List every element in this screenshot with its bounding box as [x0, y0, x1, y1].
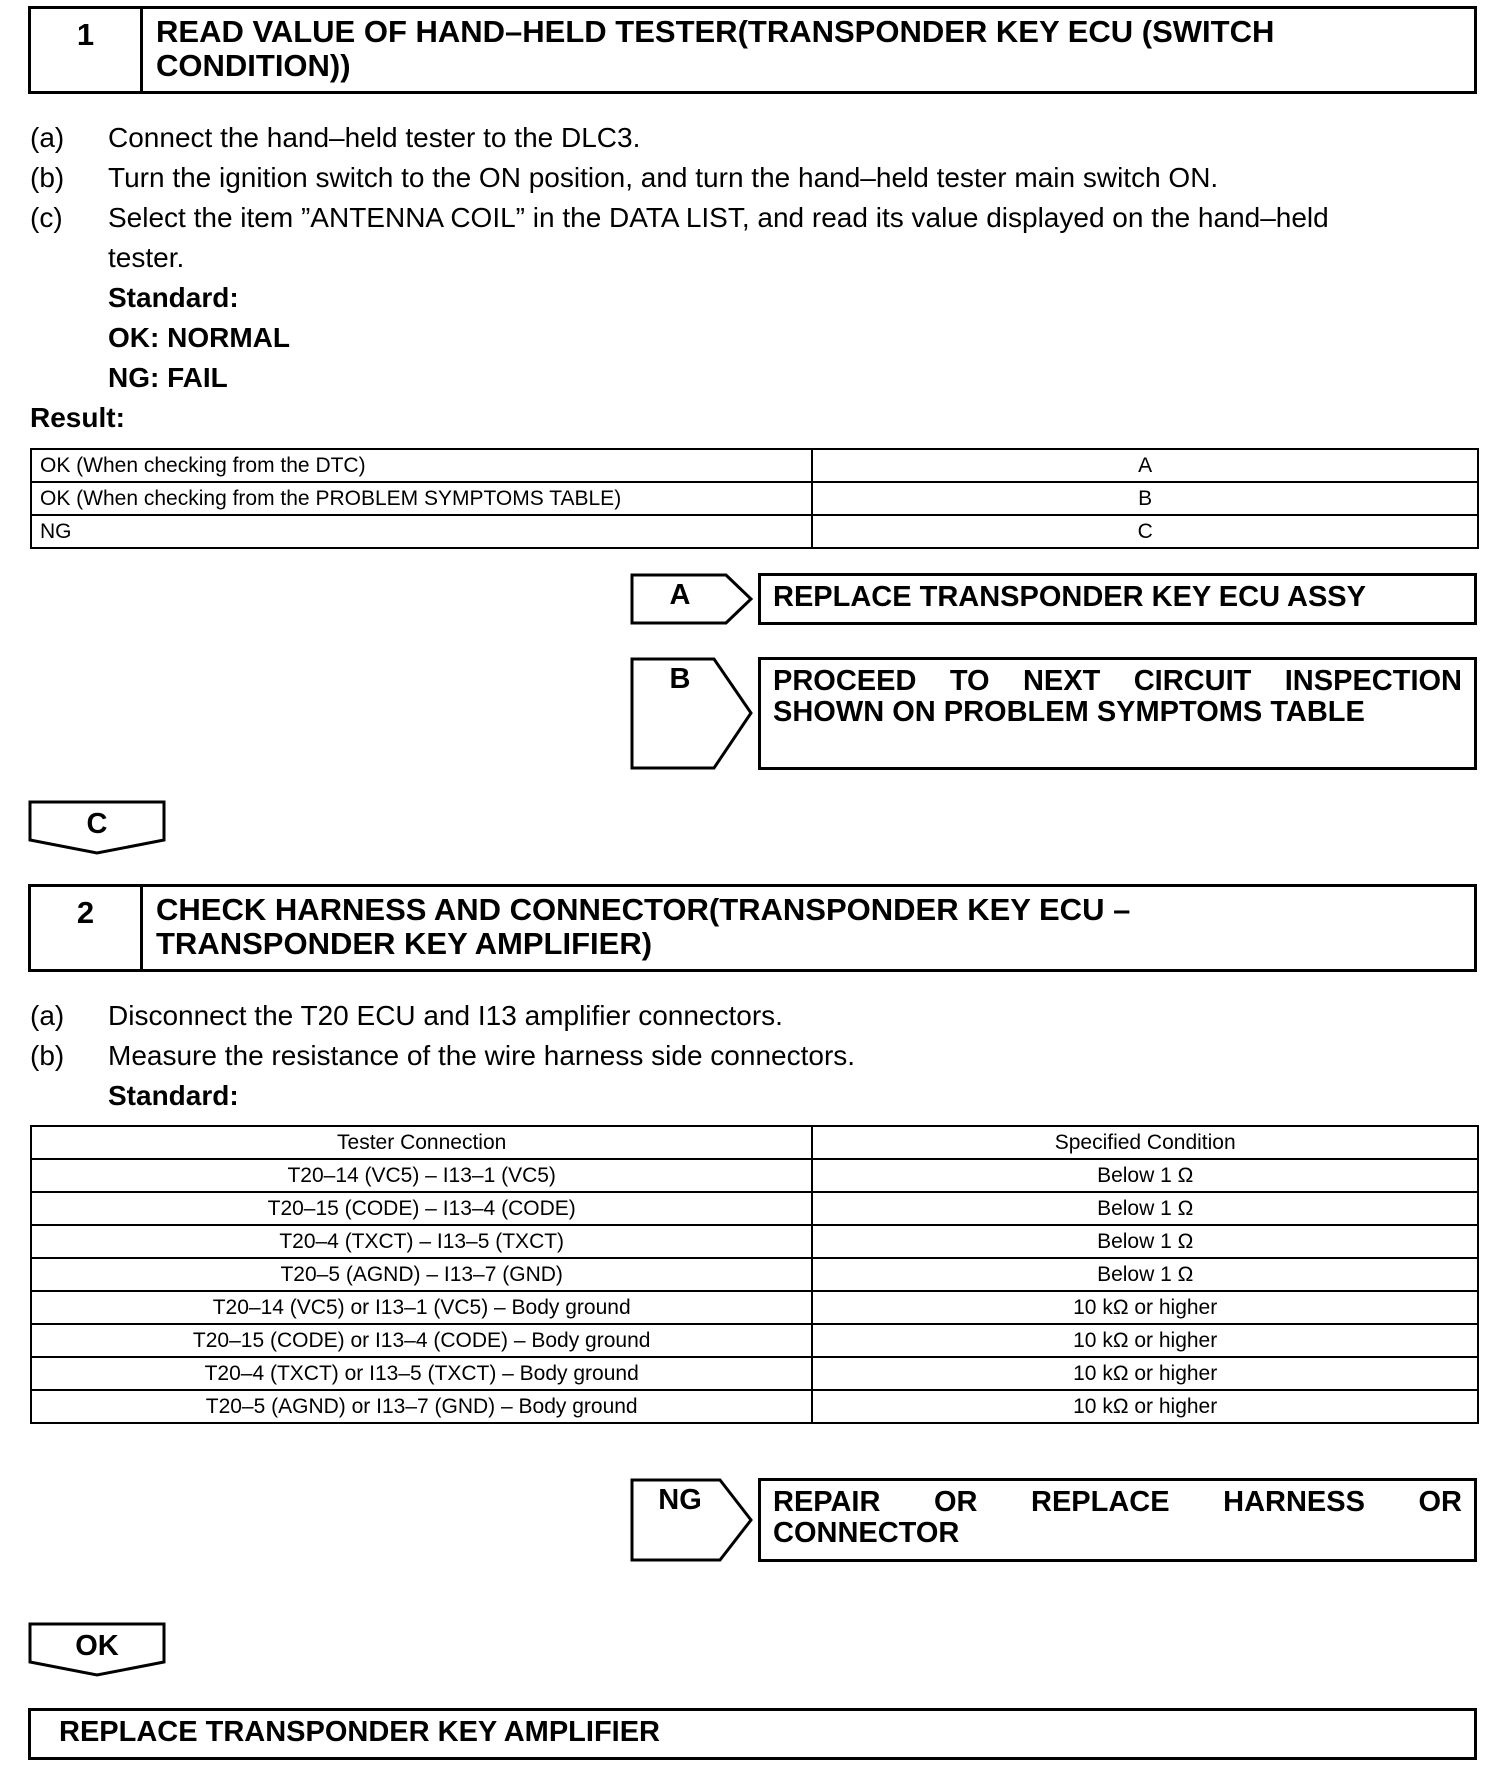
- table-row: [31, 1390, 1478, 1423]
- next-tag-ok: OK: [28, 1622, 168, 1678]
- step-2-standard-label: Standard:: [108, 1080, 239, 1111]
- tester-connection: T20–5 (AGND) or I13–7 (GND) – Body ground: [31, 1390, 812, 1423]
- step-1-instruction-a: (a) Connect the hand–held tester to the DLC3.: [30, 122, 641, 153]
- table-row: [31, 1192, 1478, 1225]
- tester-connection: T20–4 (TXCT) or I13–5 (TXCT) – Body ground: [31, 1357, 812, 1390]
- tester-connection: T20–15 (CODE) – I13–4 (CODE): [31, 1192, 812, 1225]
- result-code: C: [812, 515, 1478, 548]
- result-code: B: [812, 482, 1478, 515]
- table-row: [31, 482, 1478, 515]
- step-1-ok-line: OK: NORMAL: [108, 322, 290, 353]
- step-1-instruction-b: (b) Turn the ignition switch to the ON position, and turn the hand–held tester main switch ON.: [30, 162, 1219, 193]
- specified-condition: Below 1 Ω: [812, 1258, 1478, 1291]
- table-row: [31, 1225, 1478, 1258]
- result-condition: OK (When checking from the PROBLEM SYMPTOMS TABLE): [31, 482, 812, 515]
- table-row: [31, 1324, 1478, 1357]
- result-table: [30, 448, 1479, 549]
- result-condition: NG: [31, 515, 812, 548]
- specified-condition: Below 1 Ω: [812, 1225, 1478, 1258]
- step-1-number: 1: [31, 9, 143, 91]
- table-row: [31, 1159, 1478, 1192]
- table-row: [31, 1258, 1478, 1291]
- final-action: REPLACE TRANSPONDER KEY AMPLIFIER: [28, 1708, 1477, 1760]
- step-1-ng-line: NG: FAIL: [108, 362, 228, 393]
- outcome-a-tag: A: [630, 573, 755, 625]
- specified-condition: 10 kΩ or higher: [812, 1390, 1478, 1423]
- specified-condition: 10 kΩ or higher: [812, 1324, 1478, 1357]
- result-code: A: [812, 449, 1478, 482]
- result-label: Result:: [30, 402, 125, 433]
- step-1-header: [28, 6, 1477, 94]
- column-header: Tester Connection: [31, 1126, 812, 1159]
- table-row: [31, 1291, 1478, 1324]
- table-row: [31, 449, 1478, 482]
- step-2-instruction-a: (a) Disconnect the T20 ECU and I13 amplifier connectors.: [30, 1000, 783, 1031]
- outcome-ng-tag: NG: [630, 1478, 755, 1562]
- table-row: [31, 1357, 1478, 1390]
- step-2-title: CHECK HARNESS AND CONNECTOR(TRANSPONDER KEY ECU – TRANSPONDER KEY AMPLIFIER): [156, 892, 1131, 961]
- step-1-instruction-c: (c) Select the item ”ANTENNA COIL” in the DATA LIST, and read its value displayed on the hand–held tester.: [30, 202, 1329, 273]
- specified-condition: Below 1 Ω: [812, 1192, 1478, 1225]
- specified-condition: Below 1 Ω: [812, 1159, 1478, 1192]
- step-2-number: 2: [31, 887, 143, 969]
- tester-connection: T20–14 (VC5) – I13–1 (VC5): [31, 1159, 812, 1192]
- outcome-a-action: REPLACE TRANSPONDER KEY ECU ASSY: [758, 573, 1477, 625]
- outcome-ng-action: REPAIR OR REPLACE HARNESS OR CONNECTOR: [758, 1478, 1477, 1562]
- specified-condition: 10 kΩ or higher: [812, 1357, 1478, 1390]
- column-header: Specified Condition: [812, 1126, 1478, 1159]
- step-2-header: [28, 884, 1477, 972]
- result-condition: OK (When checking from the DTC): [31, 449, 812, 482]
- tester-connection: T20–5 (AGND) – I13–7 (GND): [31, 1258, 812, 1291]
- tester-connection: T20–14 (VC5) or I13–1 (VC5) – Body ground: [31, 1291, 812, 1324]
- step-2-instruction-b: (b) Measure the resistance of the wire harness side connectors.: [30, 1040, 856, 1071]
- outcome-b-tag: B: [630, 657, 755, 770]
- next-tag-c: C: [28, 800, 168, 856]
- specified-condition: 10 kΩ or higher: [812, 1291, 1478, 1324]
- table-header-row: [31, 1126, 1478, 1159]
- outcome-b-action: PROCEED TO NEXT CIRCUIT INSPECTION SHOWN ON PROBLEM SYMPTOMS TABLE: [758, 657, 1477, 770]
- tester-connection: T20–4 (TXCT) – I13–5 (TXCT): [31, 1225, 812, 1258]
- standard-table: [30, 1125, 1479, 1424]
- tester-connection: T20–15 (CODE) or I13–4 (CODE) – Body ground: [31, 1324, 812, 1357]
- table-row: [31, 515, 1478, 548]
- step-1-standard-label: Standard:: [108, 282, 239, 313]
- step-1-title: READ VALUE OF HAND–HELD TESTER(TRANSPONDER KEY ECU (SWITCH CONDITION)): [156, 14, 1275, 83]
